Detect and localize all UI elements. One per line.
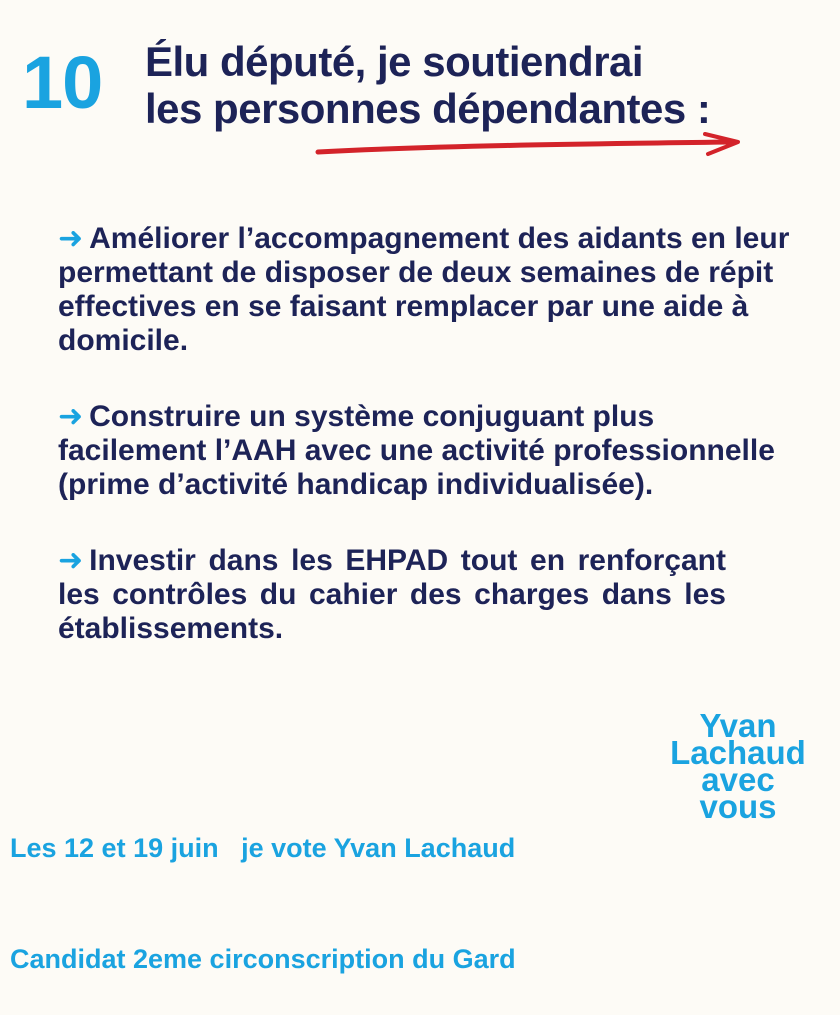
brush-underline <box>310 128 750 168</box>
proposal-item <box>58 222 798 358</box>
campaign-logo <box>658 707 818 825</box>
footer <box>10 756 516 1015</box>
logo-line: Lachaud <box>670 734 806 771</box>
logo-line: Yvan <box>699 707 777 744</box>
headline-line-1: Élu député, je soutiendrai <box>145 38 644 85</box>
headline-line-2: les personnes dépendantes : <box>145 85 711 132</box>
proposal-text: Améliorer l’accompagnement des aidants en leur permettant de disposer de deux semaines de répit effectives en se faisant remplacer par une aide à domicile. <box>58 222 790 357</box>
logo-line: vous <box>699 788 777 825</box>
arrow-right-icon: ➜ <box>58 222 84 255</box>
proposal-text: Investir dans les EHPAD tout en renforçant les contrôles du cahier des charges dans les établissements. <box>58 544 726 645</box>
proposal-item <box>58 400 798 502</box>
footer-vote-dates: Les 12 et 19 juin je vote Yvan Lachaud <box>10 833 516 863</box>
proposal-text: Construire un système conjuguant plus facilement l’AAH avec une activité professionnelle (prime d’activité handicap individualisée). <box>58 400 775 501</box>
footer-candidate: Candidat 2eme circonscription du Gard <box>10 944 516 974</box>
point-number: 10 <box>22 41 103 124</box>
arrow-right-icon: ➜ <box>58 400 84 433</box>
logo-line: avec <box>701 761 775 798</box>
arrow-right-icon: ➜ <box>58 544 84 577</box>
headline <box>145 38 710 132</box>
proposal-item <box>58 544 726 646</box>
proposal-list <box>58 222 798 688</box>
